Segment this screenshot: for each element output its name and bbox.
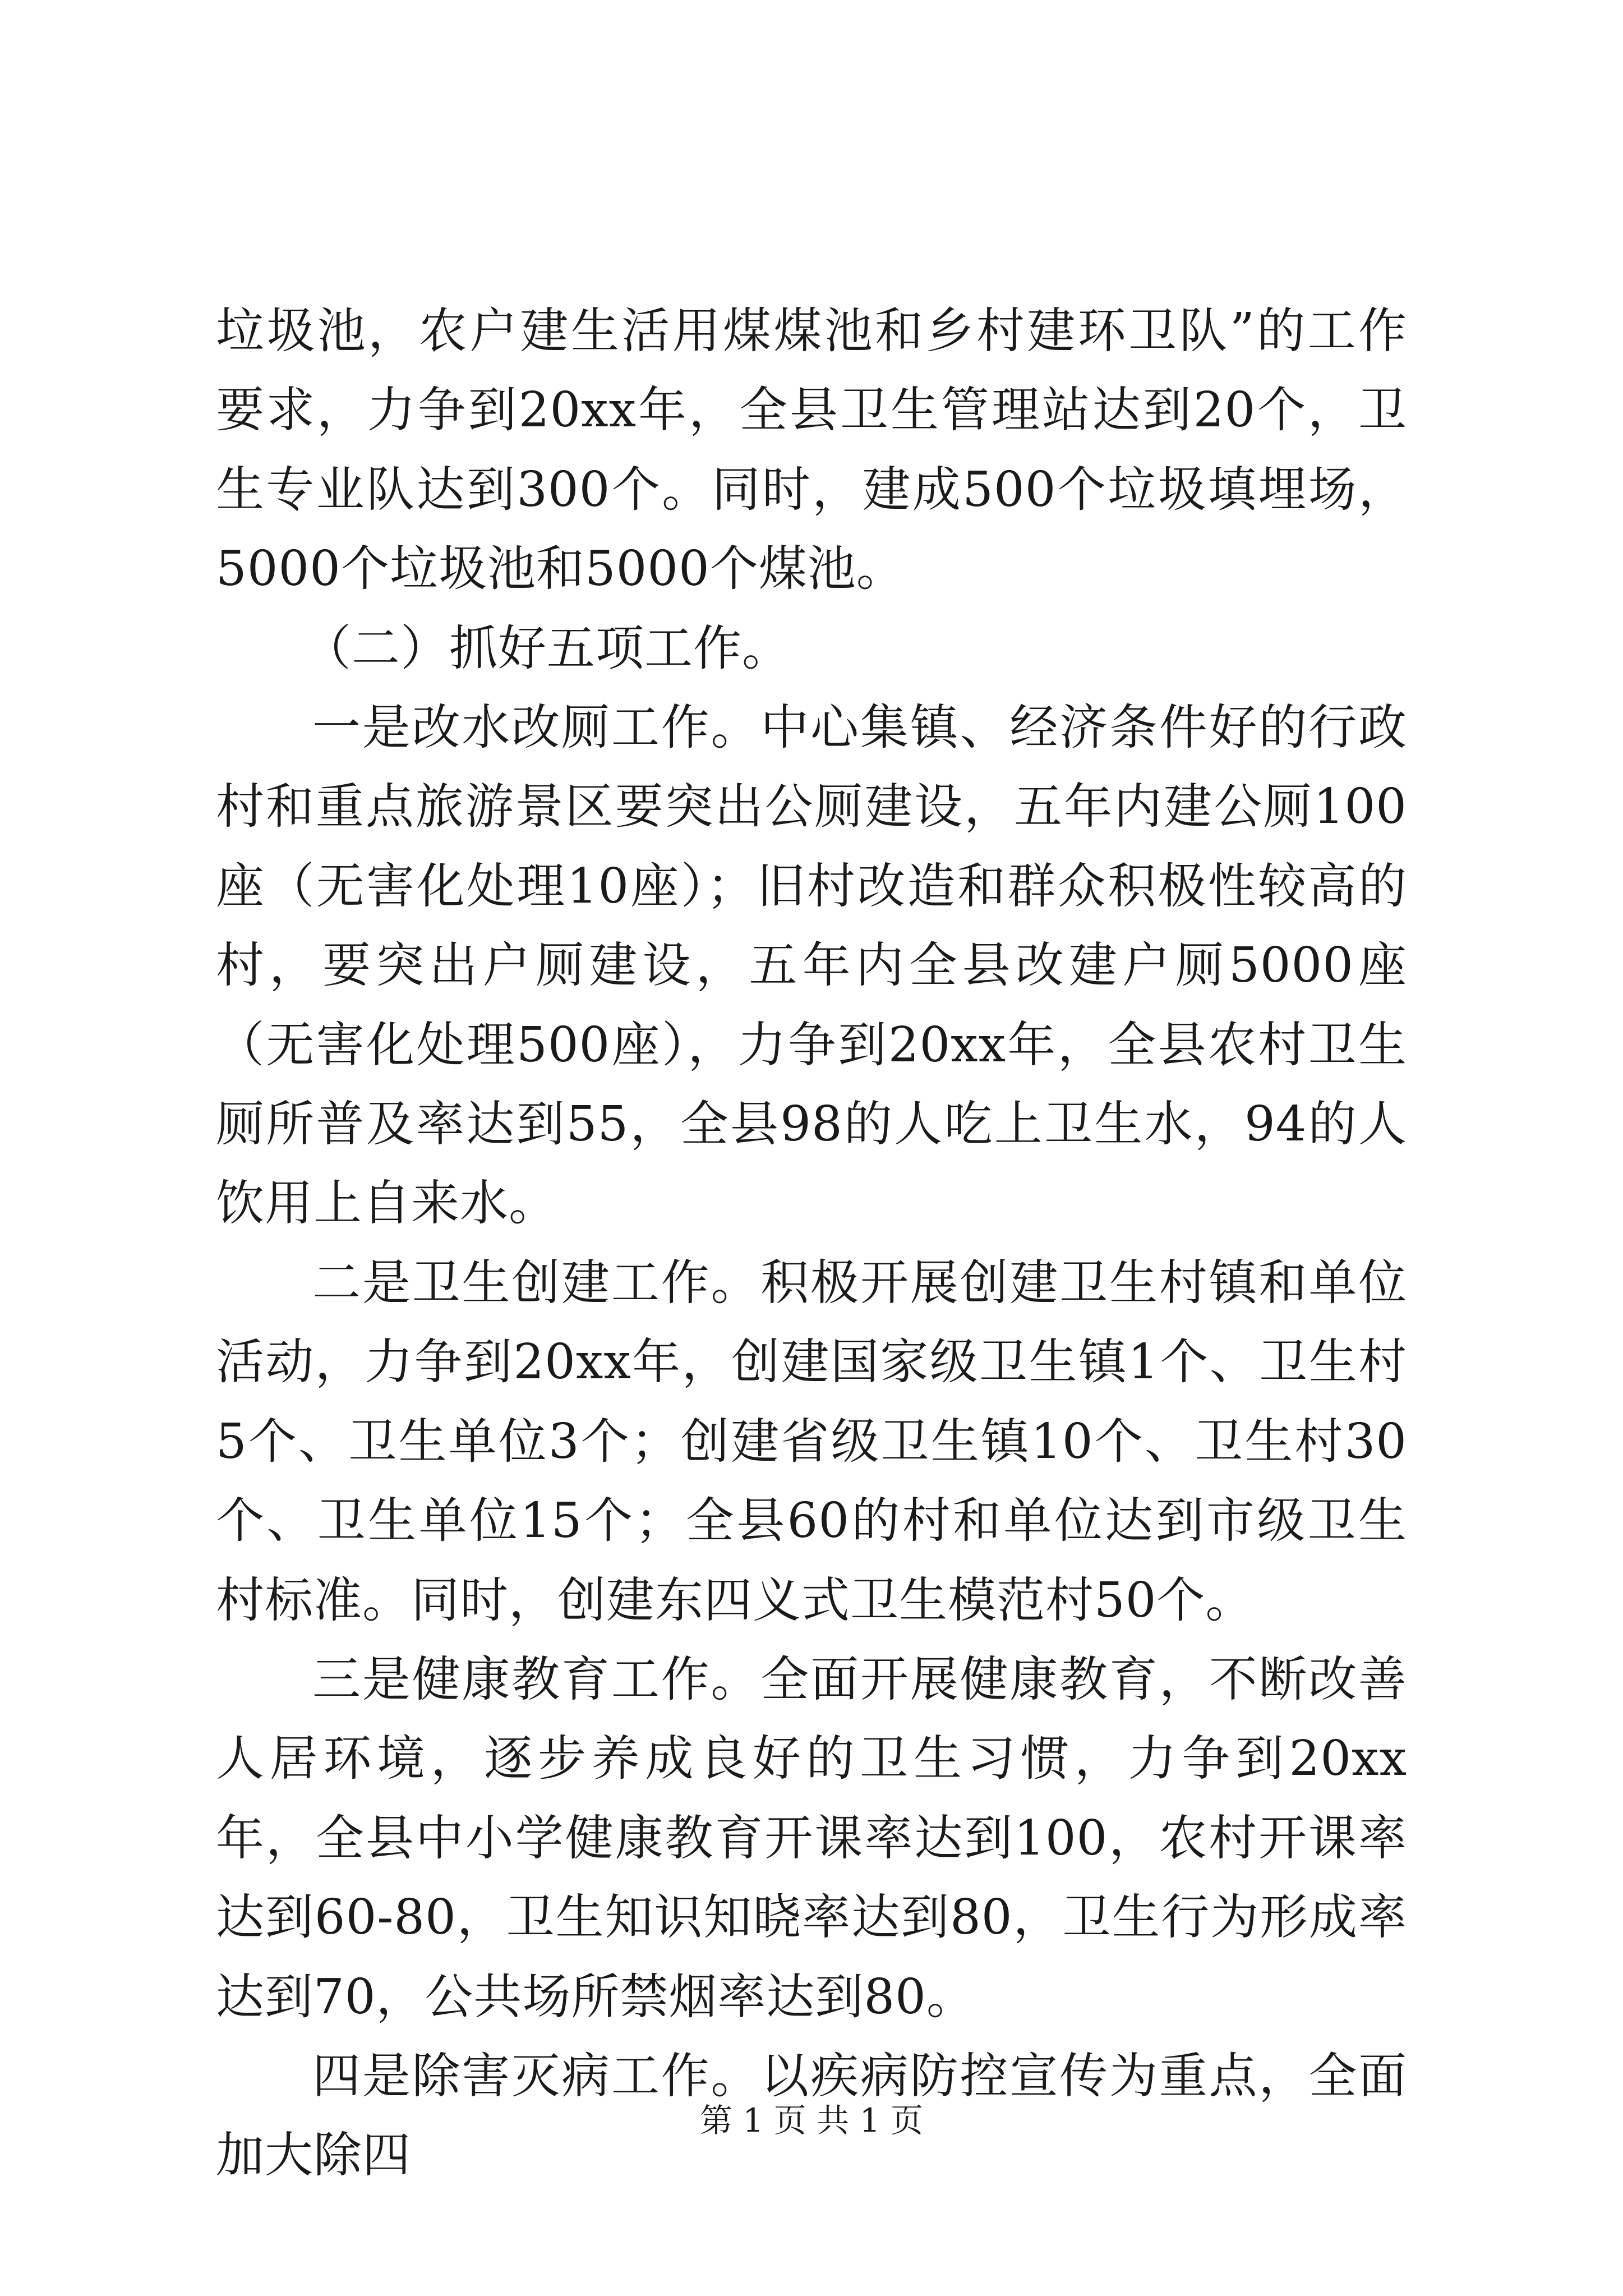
paragraph-water-toilet-work: 一是改水改厕工作。中心集镇、经济条件好的行政村和重点旅游景区要突出公厕建设，五年内建公厕100座（无害化处理10座）；旧村改造和群众积极性较高的村，要突出户厕建设，五年内全县改建户厕5000座（无害化处理500座），力争到20xx年，全县农村卫生厕所普及率达到55，全县98的人吃上卫生水，94的人饮用上自来水。 <box>216 700 1407 1232</box>
section-subheading: （二）抓好五项工作。 <box>303 620 791 677</box>
paragraph-pest-disease-work: 四是除害灭病工作。以疾病防控宣传为重点，全面加大除四 <box>216 2047 1407 2184</box>
paragraph-continuation: 垃圾池，农户建生活用煤煤池和乡村建环卫队”的工作要求，力争到20xx年，全县卫生管理站达到20个，卫生专业队达到300个。同时，建成500个垃圾填埋场，5000个垃圾池和5000个煤池。 <box>216 303 1407 597</box>
page-footer: 第 1 页 共 1 页 <box>700 2101 923 2139</box>
document-body <box>216 292 1407 2196</box>
paragraph-health-education-work: 三是健康教育工作。全面开展健康教育，不断改善人居环境，逐步养成良好的卫生习惯，力争到20xx年，全县中小学健康教育开课率达到100，农村开课率达到60-80，卫生知识知晓率达到80，卫生行为形成率达到70，公共场所禁烟率达到80。 <box>216 1651 1407 2025</box>
paragraph-hygiene-creation-work: 二是卫生创建工作。积极开展创建卫生村镇和单位活动，力争到20xx年，创建国家级卫生镇1个、卫生村5个、卫生单位3个；创建省级卫生镇10个、卫生村30个、卫生单位15个；全县60的村和单位达到市级卫生村标准。同时，创建东四义式卫生模范村50个。 <box>216 1254 1407 1628</box>
